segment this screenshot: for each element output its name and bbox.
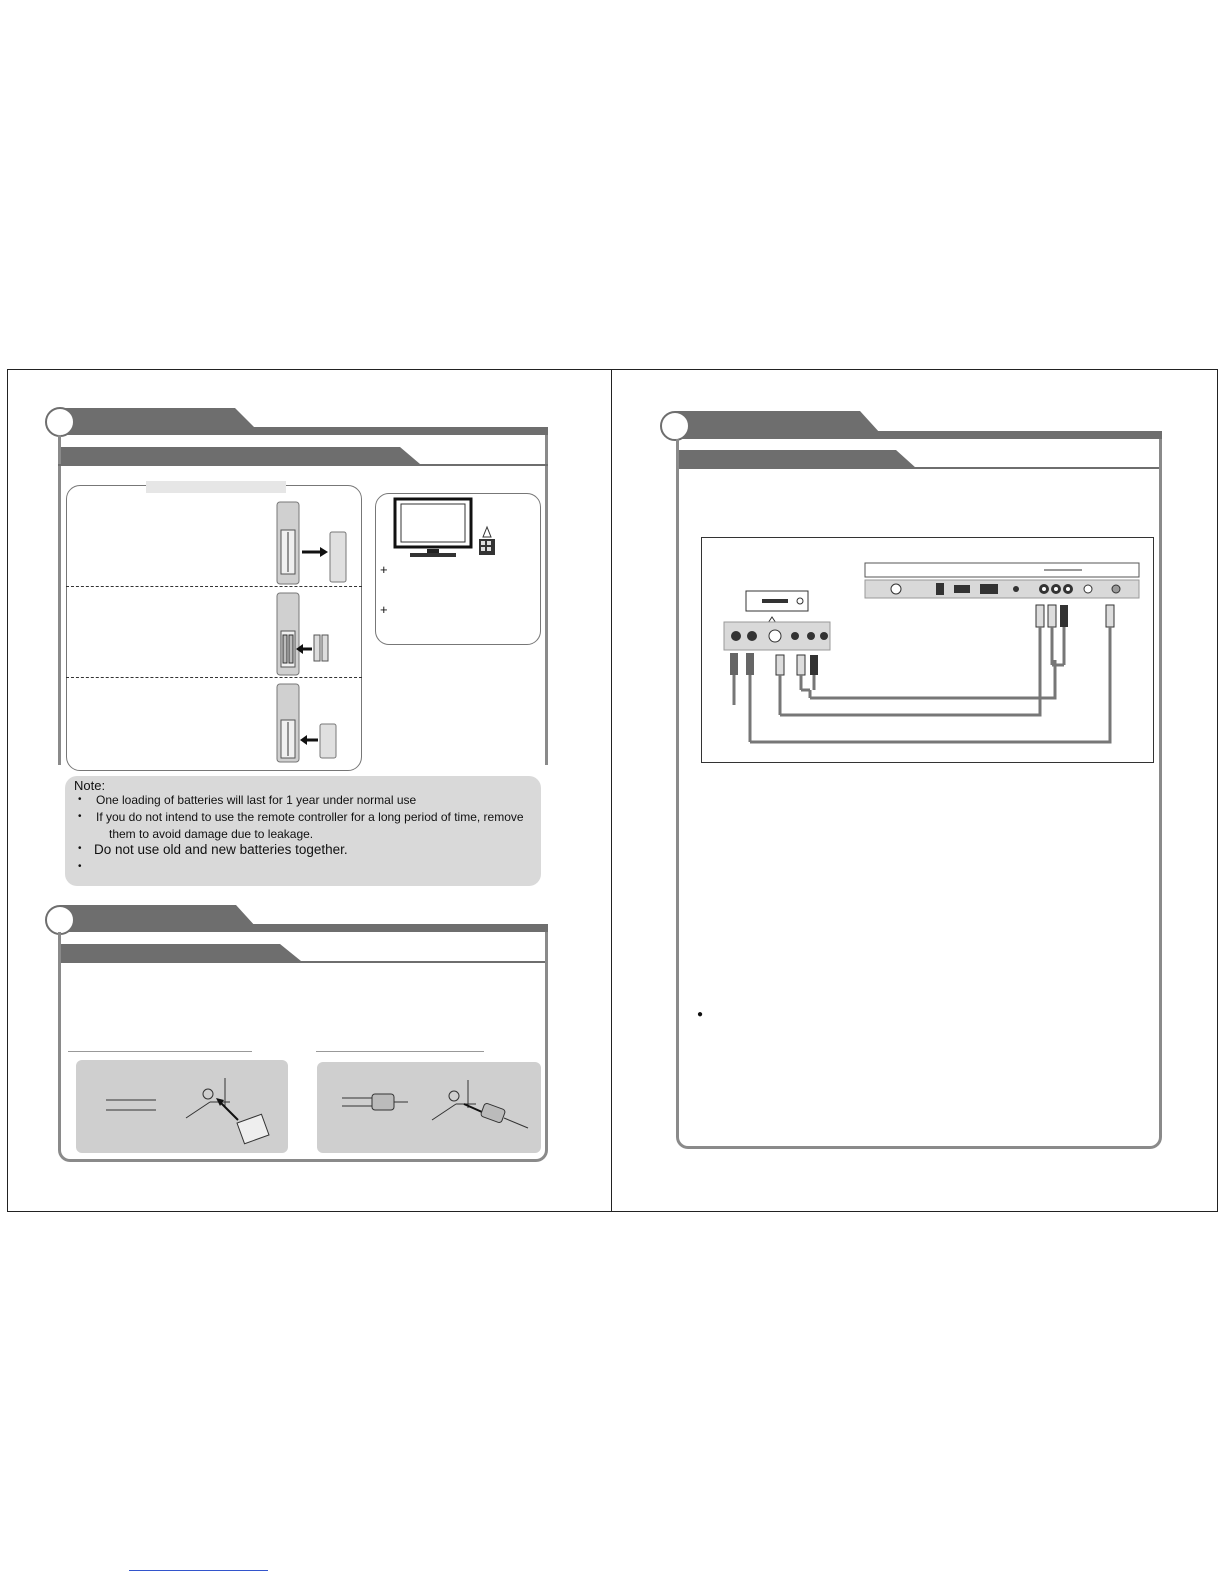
note-bullet-3: • — [78, 843, 82, 854]
section-tab-shape — [675, 411, 885, 433]
remote-step1-illustration — [272, 502, 352, 592]
note-line-2: If you do not intend to use the remote controller for a long period of time, remove — [96, 810, 524, 824]
section-tab-shape — [60, 905, 260, 927]
coaxial-cable-illustration — [322, 1062, 532, 1152]
notes-title: Note: — [74, 778, 106, 793]
section-number-circle — [45, 905, 75, 935]
right-page-bullet: ● — [697, 1009, 704, 1020]
section-number-circle — [660, 411, 690, 441]
range-plus-2: + — [380, 602, 388, 617]
remote-step2-illustration — [272, 593, 352, 683]
note-bullet-2: • — [78, 811, 82, 822]
antenna-caption-line-right — [316, 1051, 484, 1052]
note-line-4: Do not use old and new batteries together. — [94, 842, 348, 857]
range-plus-1: + — [380, 562, 388, 577]
note-bullet-1: • — [78, 794, 82, 805]
section-tab — [58, 427, 548, 435]
battery-steps-caption-bar — [146, 481, 286, 493]
tv-illustration — [392, 497, 522, 567]
note-bullet-4: • — [78, 861, 82, 872]
page-spine-divider — [611, 369, 612, 1212]
antenna-caption-line-left — [68, 1051, 252, 1052]
twin-lead-cable-illustration — [80, 1062, 280, 1152]
remote-step3-illustration — [272, 684, 352, 774]
connection-cables-illustration — [700, 605, 1160, 765]
subsection-underline — [58, 464, 548, 466]
section-number-circle — [45, 407, 75, 437]
section-tab-shape — [60, 408, 260, 428]
footer-link-underline — [129, 1570, 268, 1571]
tv-rear-panel-illustration — [864, 562, 1154, 602]
note-line-3: them to avoid damage due to leakage. — [109, 827, 314, 841]
note-line-1: One loading of batteries will last for 1 year under normal use — [96, 793, 417, 807]
